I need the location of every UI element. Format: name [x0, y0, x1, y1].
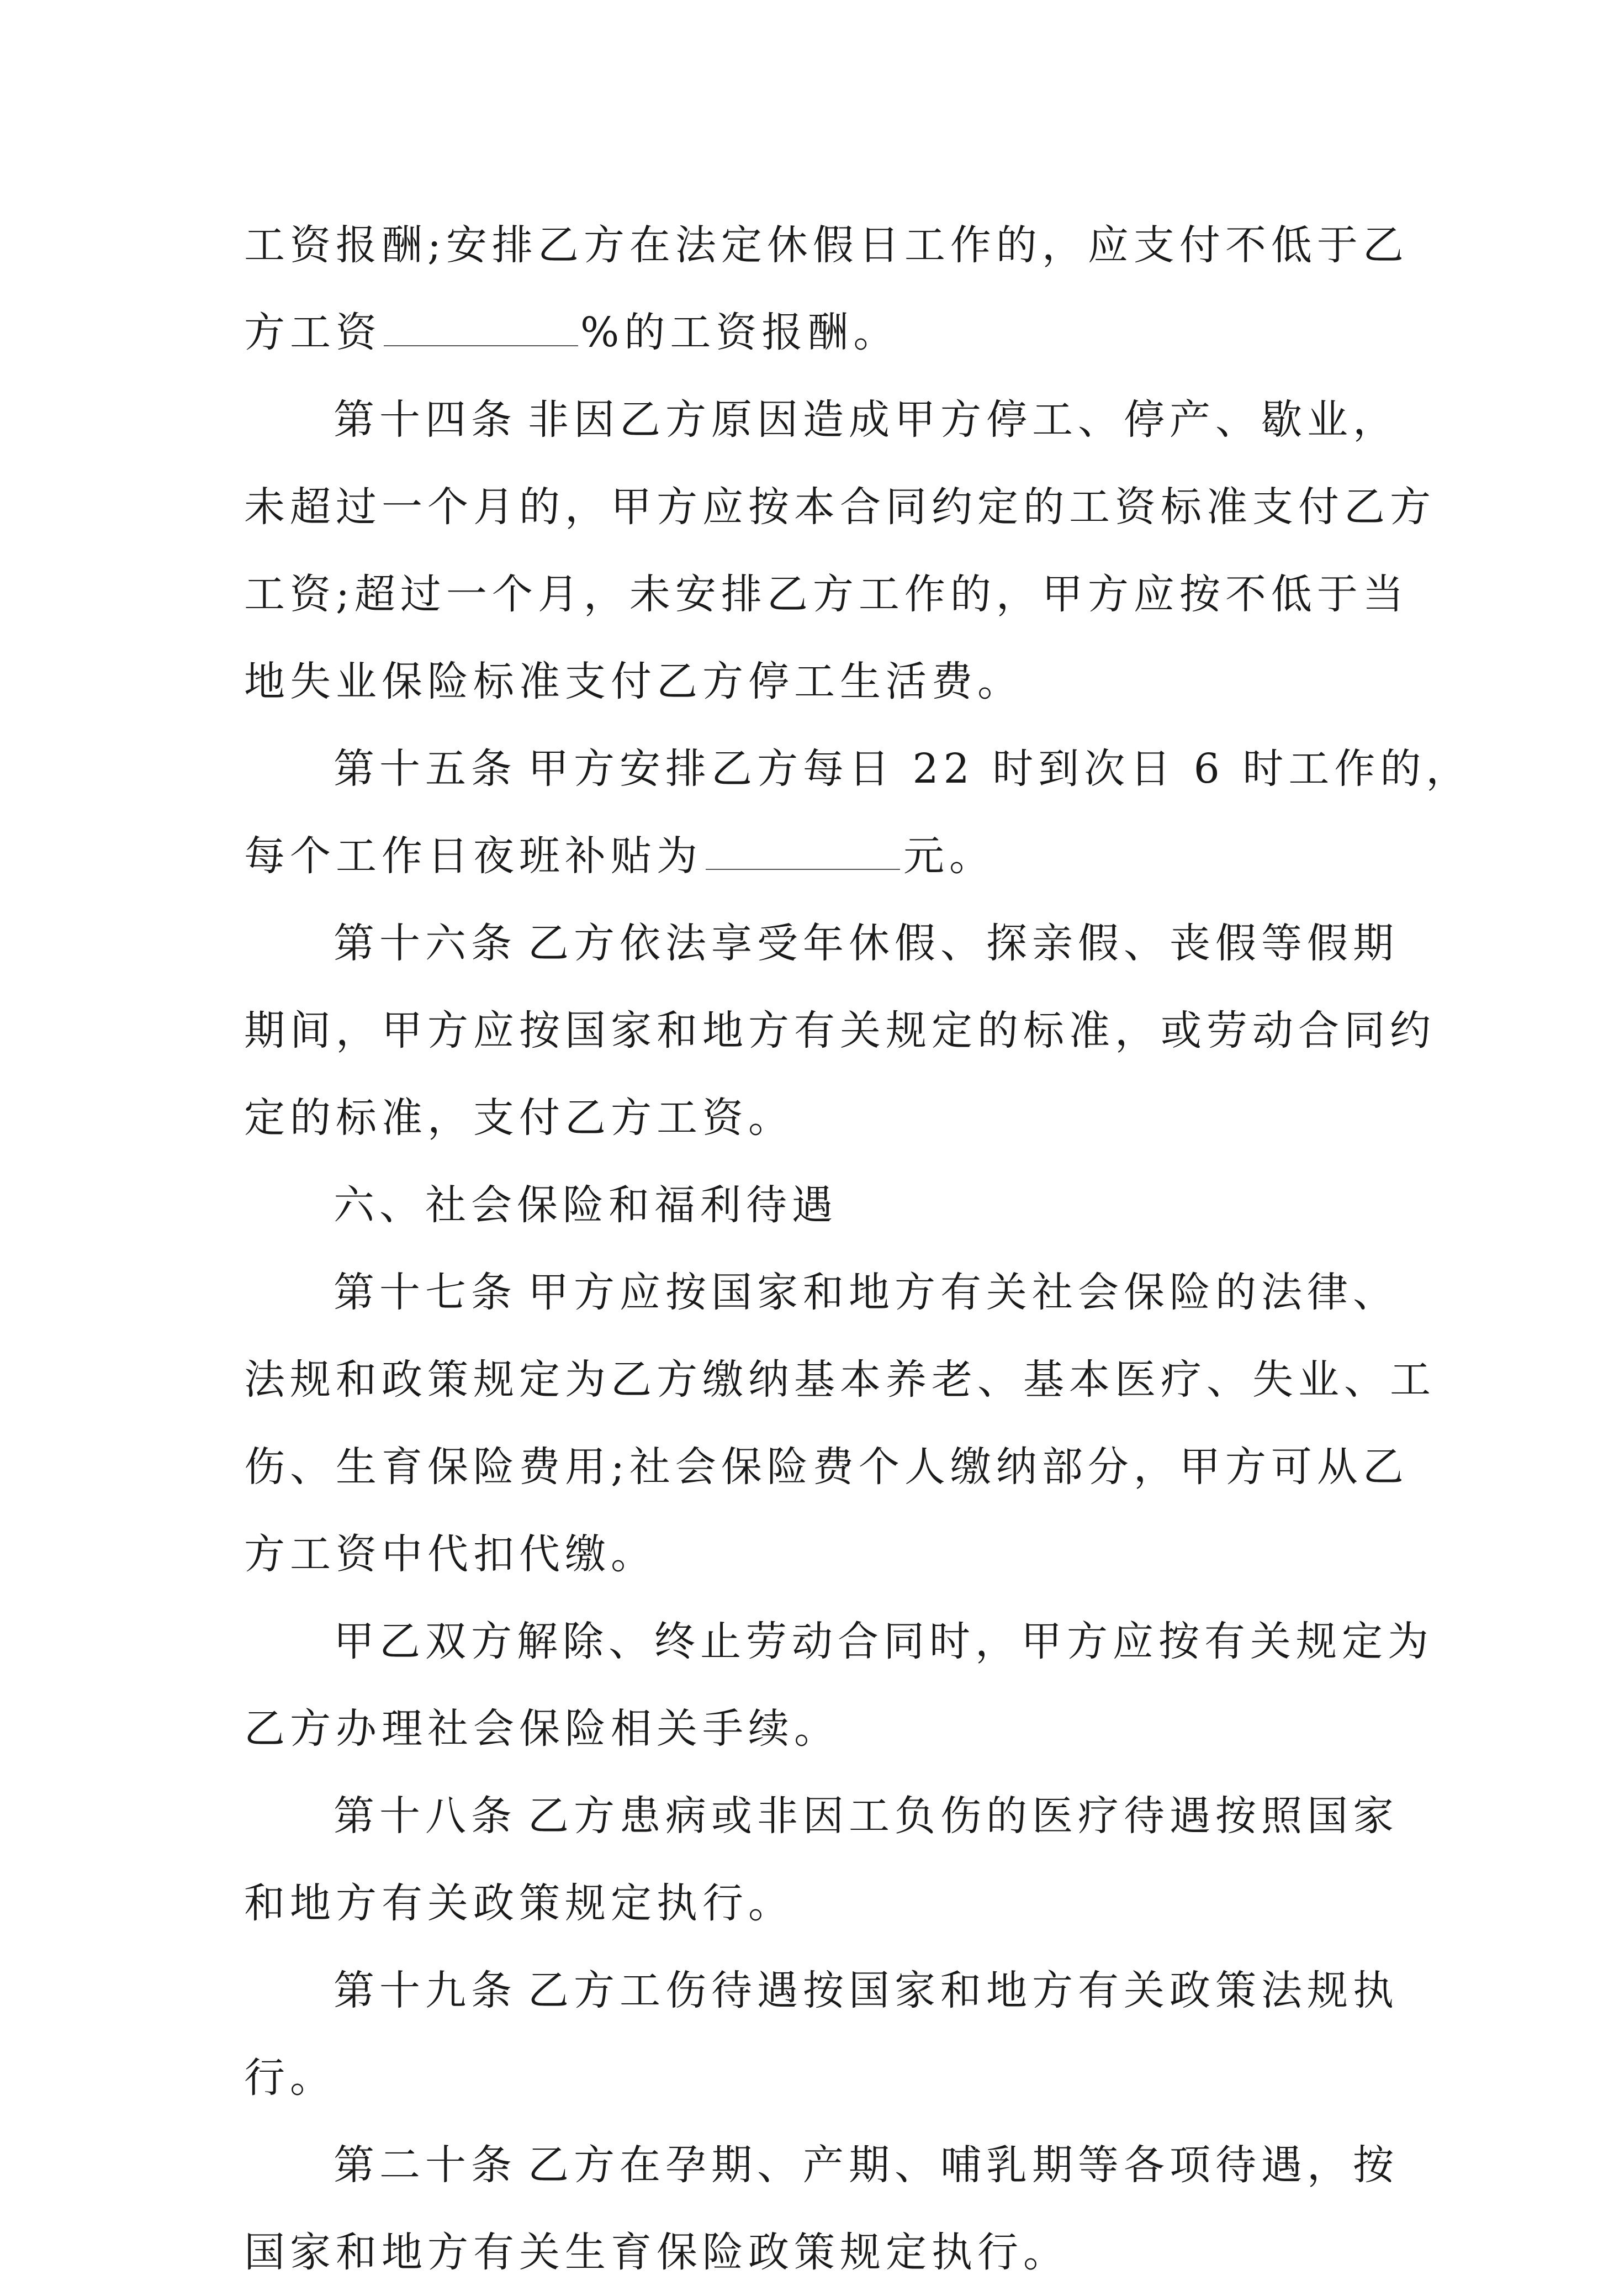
- document-body: [244, 202, 1472, 2296]
- text-run: 乙方患病或非因工负伤的医疗待遇按照国家: [528, 1792, 1399, 1840]
- article-17-heading-line: [244, 1249, 1399, 1336]
- article-number: 第十六条: [334, 920, 517, 967]
- text-line: [244, 812, 1371, 900]
- text-run: 乙方工伤待遇按国家和地方有关政策法规执: [528, 1967, 1399, 2014]
- percentage-blank: [384, 312, 578, 346]
- text-line: [244, 1685, 1371, 1772]
- text-line: [244, 1511, 1371, 1598]
- text-line: [244, 1336, 1436, 1423]
- text-run: 乙方依法享受年休假、探亲假、丧假等假期: [528, 920, 1399, 967]
- text-run: 伤、生育保险费用;社会保险费个人缴纳部分，甲方可从乙: [244, 1443, 1409, 1491]
- text-line: [244, 202, 1409, 289]
- article-number: 第十四条: [334, 396, 517, 444]
- text-run: 甲乙双方解除、终止劳动合同时，甲方应按有关规定为: [334, 1618, 1433, 1665]
- text-run: 乙方在孕期、产期、哺乳期等各项待遇，按: [528, 2141, 1399, 2189]
- text-run: 法规和政策规定为乙方缴纳基本养老、基本医疗、失业、工: [244, 1356, 1436, 1403]
- text-line: [244, 1423, 1409, 1511]
- text-run: 非因乙方原因造成甲方停工、停产、歇业，: [528, 396, 1399, 444]
- text-line: [244, 289, 1371, 376]
- night-allowance-blank: [706, 836, 900, 870]
- text-run: 未超过一个月的，甲方应按本合同约定的工资标准支付乙方: [244, 483, 1436, 531]
- text-run: 地失业保险标准支付乙方停工生活费。: [244, 658, 1023, 705]
- text-run: 行。: [244, 2054, 336, 2102]
- text-run: 每个工作日夜班补贴为: [244, 832, 702, 880]
- article-19-heading-line: [244, 1947, 1399, 2034]
- text-line: [244, 463, 1436, 551]
- text-line: [244, 551, 1409, 638]
- text-line: [244, 987, 1436, 1074]
- text-run: 方工资: [244, 309, 382, 356]
- article-number: 第十八条: [334, 1792, 517, 1840]
- text-run: 国家和地方有关生育保险政策规定执行。: [244, 2229, 1069, 2276]
- text-run: 和地方有关政策规定执行。: [244, 1880, 794, 1927]
- text-run: 甲方应按国家和地方有关社会保险的法律、: [528, 1269, 1399, 1316]
- text-line: [244, 1860, 1371, 1947]
- article-15-heading-line: [244, 725, 1472, 812]
- text-run: 甲方安排乙方每日 22 时到次日 6 时工作的，: [528, 745, 1472, 793]
- section-title: 六、社会保险和福利待遇: [334, 1181, 838, 1229]
- text-run: 期间，甲方应按国家和地方有关规定的标准，或劳动合同约: [244, 1007, 1436, 1054]
- article-14-heading-line: [244, 376, 1399, 463]
- text-line: [244, 638, 1371, 725]
- article-number: 第二十条: [334, 2141, 517, 2189]
- text-run: %的工资报酬。: [580, 309, 899, 356]
- text-run: 工资报酬;安排乙方在法定休假日工作的，应支付不低于乙: [244, 221, 1409, 269]
- section-six-heading: [244, 1162, 1371, 1249]
- article-number: 第十九条: [334, 1967, 517, 2014]
- article-number: 第十五条: [334, 745, 517, 793]
- text-line: [244, 1074, 1371, 1162]
- text-run: 工资;超过一个月，未安排乙方工作的，甲方应按不低于当: [244, 571, 1409, 618]
- text-run: 元。: [903, 832, 995, 880]
- text-line: [244, 2209, 1371, 2296]
- text-run: 定的标准，支付乙方工资。: [244, 1094, 794, 1142]
- text-run: 乙方办理社会保险相关手续。: [244, 1705, 840, 1753]
- text-line: [244, 1598, 1433, 1685]
- article-16-heading-line: [244, 900, 1399, 987]
- article-18-heading-line: [244, 1772, 1399, 1860]
- article-20-heading-line: [244, 2121, 1399, 2209]
- article-number: 第十七条: [334, 1269, 517, 1316]
- text-run: 方工资中代扣代缴。: [244, 1530, 657, 1578]
- text-line: [244, 2034, 1371, 2121]
